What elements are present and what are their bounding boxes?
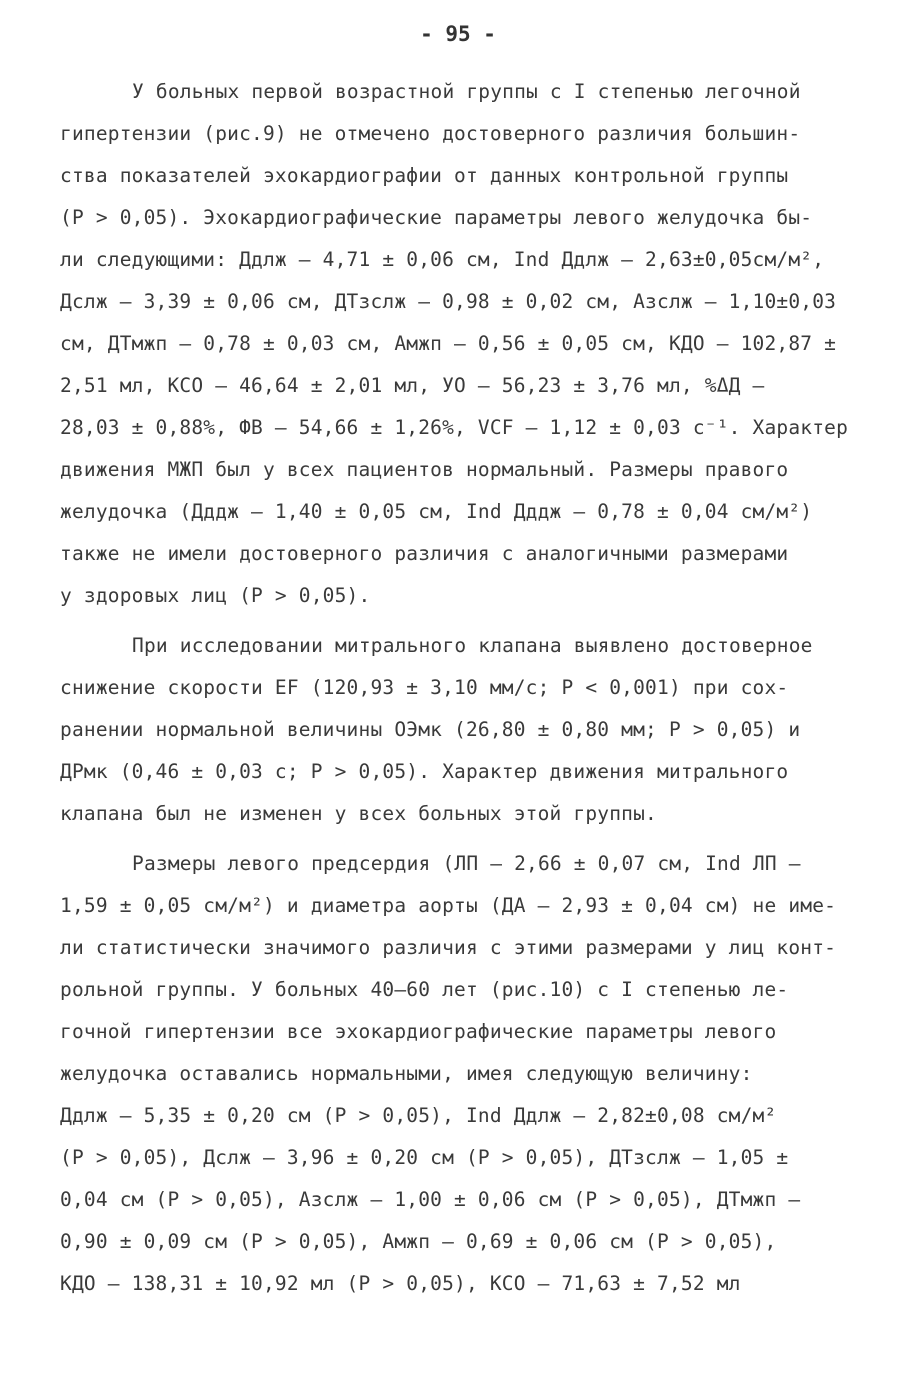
text-line: гипертензии (рис.9) не отмечено достоверного различия большин-: [60, 122, 801, 145]
text-line: 1,59 ± 0,05 см/м²) и диаметра аорты (ДА – 2,93 ± 0,04 см) не име-: [60, 894, 837, 917]
text-line: желудочка (Дддж – 1,40 ± 0,05 см, Ind Дддж – 0,78 ± 0,04 см/м²): [60, 500, 813, 523]
text-line: снижение скорости EF (120,93 ± 3,10 мм/с; P < 0,001) при сох-: [60, 676, 789, 699]
text-line: ранении нормальной величины ОЭмк (26,80 ± 0,80 мм; P > 0,05) и: [60, 718, 801, 741]
text-line: желудочка оставались нормальными, имея следующую величину:: [60, 1062, 753, 1085]
text-line: ства показателей эхокардиографии от данных контрольной группы: [60, 164, 789, 187]
text-line: клапана был не изменен у всех больных этой группы.: [60, 802, 657, 825]
text-line: рольной группы. У больных 40–60 лет (рис.10) с I степенью ле-: [60, 978, 789, 1001]
text-line: (P > 0,05). Эхокардиографические параметры левого желудочка бы-: [60, 206, 813, 229]
text-line: ли статистически значимого различия с этими размерами у лиц конт-: [60, 936, 837, 959]
text-line: КДО – 138,31 ± 10,92 мл (P > 0,05), КСО – 71,63 ± 7,52 мл: [60, 1272, 741, 1295]
text-line: Размеры левого предсердия (ЛП – 2,66 ± 0,07 см, Ind ЛП –: [132, 852, 801, 875]
text-line: у здоровых лиц (P > 0,05).: [60, 584, 371, 607]
text-line: (P > 0,05), Дслж – 3,96 ± 0,20 см (P > 0,05), ДТзслж – 1,05 ±: [60, 1146, 789, 1169]
text-line: движения МЖП был у всех пациентов нормальный. Размеры правого: [60, 458, 789, 481]
text-line: 28,03 ± 0,88%, ФВ – 54,66 ± 1,26%, VCF – 1,12 ± 0,03 с⁻¹. Характер: [60, 416, 849, 439]
page-number: - 95 -: [420, 22, 496, 46]
text-line: ДРмк (0,46 ± 0,03 с; P > 0,05). Характер движения митрального: [60, 760, 789, 783]
text-line: 0,90 ± 0,09 см (P > 0,05), Амжп – 0,69 ± 0,06 см (P > 0,05),: [60, 1230, 777, 1253]
text-line: 0,04 см (P > 0,05), Азслж – 1,00 ± 0,06 см (P > 0,05), ДТмжп –: [60, 1188, 801, 1211]
text-line: Дслж – 3,39 ± 0,06 см, ДТзслж – 0,98 ± 0,02 см, Азслж – 1,10±0,03: [60, 290, 837, 313]
text-line: 2,51 мл, КСО – 46,64 ± 2,01 мл, УО – 56,23 ± 3,76 мл, %ΔД –: [60, 374, 765, 397]
text-line: ли следующими: Ддлж – 4,71 ± 0,06 см, Ind Ддлж – 2,63±0,05см/м²,: [60, 248, 825, 271]
text-line: У больных первой возрастной группы с I степенью легочной: [132, 80, 801, 103]
text-line: При исследовании митрального клапана выявлено достоверное: [132, 634, 813, 657]
text-line: см, ДТмжп – 0,78 ± 0,03 см, Амжп – 0,56 ± 0,05 см, КДО – 102,87 ±: [60, 332, 837, 355]
text-line: гочной гипертензии все эхокардиографические параметры левого: [60, 1020, 777, 1043]
text-line: Ддлж – 5,35 ± 0,20 см (P > 0,05), Ind Ддлж – 2,82±0,08 см/м²: [60, 1104, 777, 1127]
text-line: также не имели достоверного различия с аналогичными размерами: [60, 542, 789, 565]
